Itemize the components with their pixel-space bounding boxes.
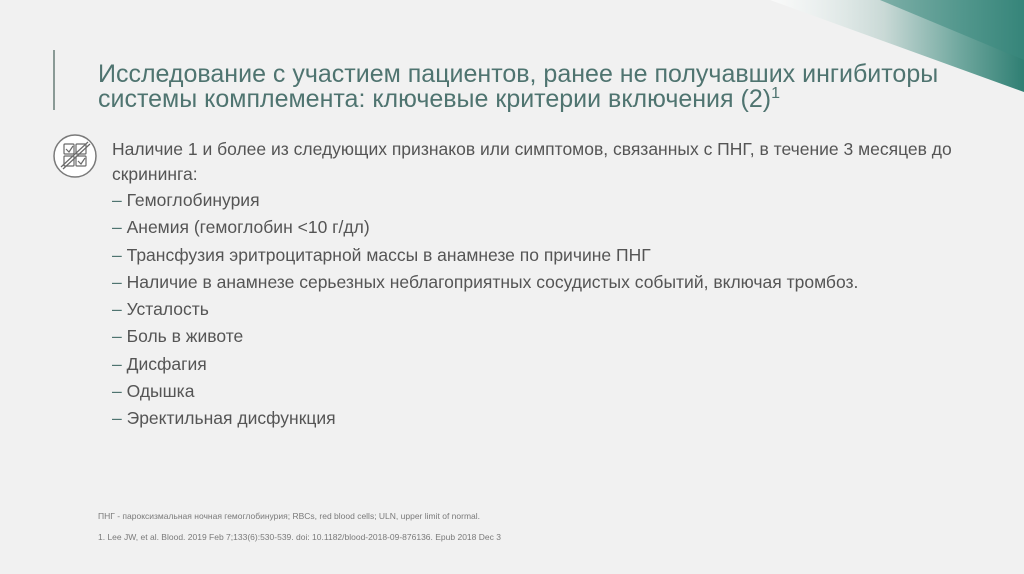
bullet-text: Гемоглобинурия [126, 190, 260, 210]
list-item [112, 378, 858, 405]
bullet-text: Эректильная дисфункция [126, 408, 336, 429]
list-item [112, 269, 858, 296]
bullet-dash: – [112, 244, 122, 265]
bullet-text: Дисфагия [126, 353, 207, 374]
bullet-dash: – [112, 271, 122, 292]
bullet-text: Наличие в анамнезе серьезных неблагоприятных сосудистых событий, включая тромбоз. [126, 271, 859, 292]
list-item [112, 296, 858, 323]
bullet-dash: – [112, 381, 122, 402]
bullet-text: Боль в животе [126, 326, 244, 347]
abbreviations-footnote: ПНГ - пароксизмальная ночная гемоглобинурия; RBCs, red blood cells; ULN, upper limit of normal. [98, 511, 481, 521]
list-item [112, 405, 858, 432]
bullet-text: Одышка [126, 381, 195, 402]
list-item [112, 323, 858, 350]
title-footnote-marker: 1 [771, 85, 780, 102]
bullet-dash: – [112, 190, 122, 210]
list-item [112, 351, 858, 378]
title-accent-bar [53, 50, 55, 110]
criteria-checklist-icon [52, 133, 98, 179]
list-item [112, 187, 858, 214]
slide-title [98, 62, 978, 112]
bullet-dash: – [112, 326, 122, 347]
list-item [112, 242, 858, 269]
bullet-text: Усталость [126, 299, 209, 320]
bullet-dash: – [112, 217, 122, 238]
bullet-dash: – [112, 408, 122, 429]
bullet-text: Анемия (гемоглобин <10 г/дл) [126, 217, 370, 238]
bullet-dash: – [112, 353, 122, 374]
list-item [112, 214, 858, 241]
reference-citation: 1. Lee JW, et al. Blood. 2019 Feb 7;133(6):530-539. doi: 10.1182/blood-2018-09-876136. Epub 2018 Dec 3 [98, 532, 501, 542]
bullet-dash: – [112, 299, 122, 320]
bullet-text: Трансфузия эритроцитарной массы в анамнезе по причине ПНГ [126, 244, 651, 265]
slide-title-text: Исследование с участием пациентов, ранее не получавших ингибиторы системы комплемента: ключевые критерии включения (2) [98, 60, 939, 113]
criteria-list [112, 187, 858, 433]
criteria-lead-text: Наличие 1 и более из следующих признаков или симптомов, связанных с ПНГ, в течение 3 месяцев до скрининга: [112, 139, 952, 184]
